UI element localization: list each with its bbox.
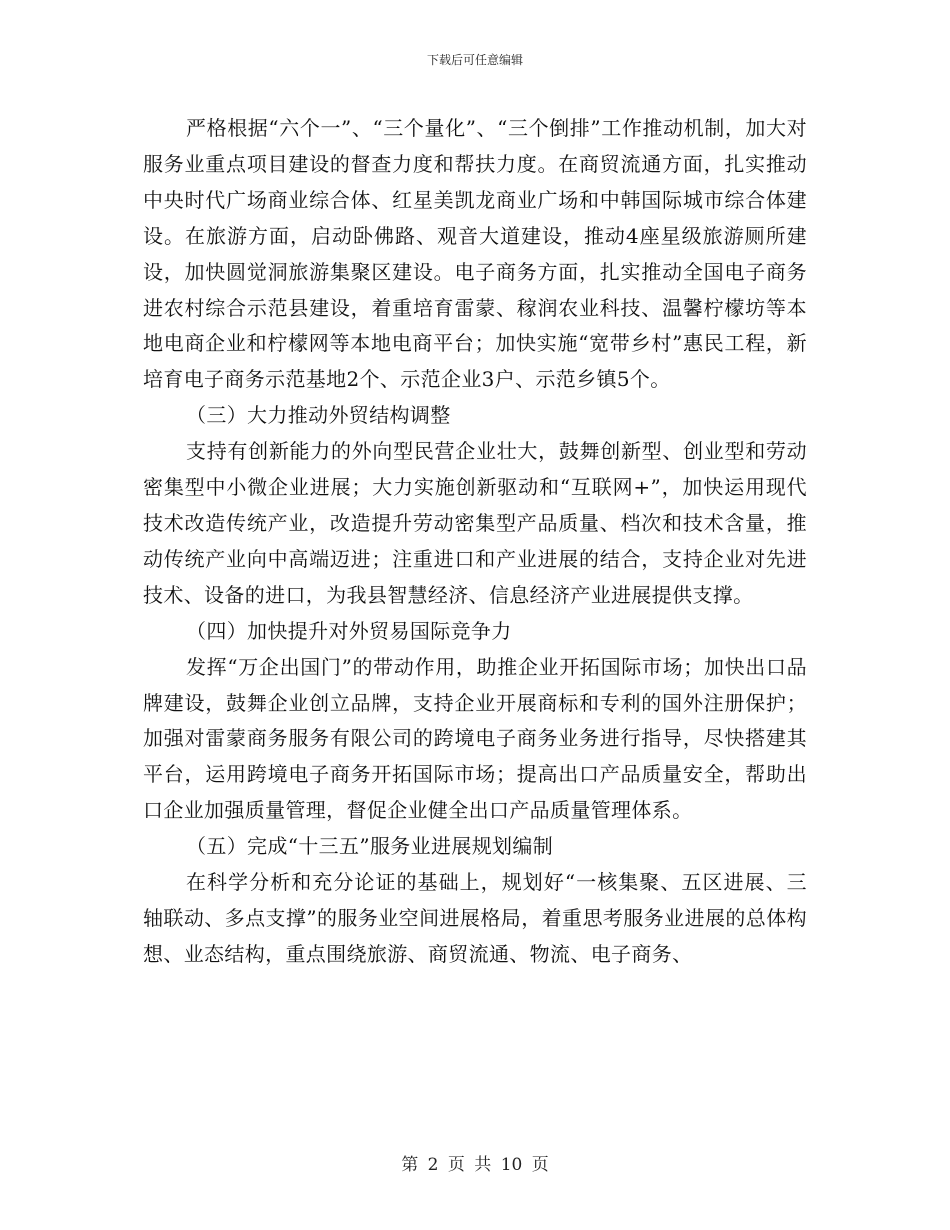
page-header: 下载后可任意编辑: [426, 53, 523, 67]
paragraph-trade-competitiveness: 发挥“万企出国门”的带动作用，助推企业开拓国际市场；加快出口品牌建设，鼓舞企业创立品牌，支持企业开展商标和专利的国外注册保护；加强对雷蒙商务服务有限公司的跨境电子商务业务进行指导，尽快搭建其平台，运用跨境电子商务开拓国际市场；提高出口产品质量安全，帮助出口企业加强质量管理，督促企业健全出口产品质量管理体系。: [143, 654, 807, 823]
document-body: [143, 111, 807, 973]
paragraph-project-supervision: 严格根据“六个一”、“三个量化”、“三个倒排”工作推动机制，加大对服务业重点项目建设的督查力度和帮扶力度。在商贸流通方面，扎实推动中央时代广场商业综合体、红星美凯龙商业广场和中韩国际城市综合体建设。在旅游方面，启动卧佛路、观音大道建设，推动4座星级旅游厕所建设，加快圆觉洞旅游集聚区建设。电子商务方面，扎实推动全国电子商务进农村综合示范县建设，着重培育雷蒙、稼润农业科技、温馨柠檬坊等本地电商企业和柠檬网等本地电商平台；加快实施“宽带乡村”惠民工程，新培育电子商务示范基地2个、示范企业3户、示范乡镇5个。: [143, 116, 807, 392]
section-heading-4: （四）加快提升对外贸易国际竞争力: [186, 618, 512, 643]
paragraph-service-planning: 在科学分析和充分论证的基础上，规划好“一核集聚、五区进展、三轴联动、多点支撑”的服务业空间进展格局，着重思考服务业进展的总体构想、业态结构，重点围绕旅游、商贸流通、物流、电子商务、: [143, 870, 807, 966]
page-number-footer: 第 2 页 共 10 页: [401, 1155, 549, 1175]
section-heading-5: （五）完成“十三五”服务业进展规划编制: [186, 834, 554, 859]
section-heading-3: （三）大力推动外贸结构调整: [186, 403, 451, 428]
paragraph-foreign-trade-structure: 支持有创新能力的外向型民营企业壮大，鼓舞创新型、创业型和劳动密集型中小微企业进展；大力实施创新驱动和“互联网+”，加快运用现代技术改造传统产业，改造提升劳动密集型产品质量、档次和技术含量，推动传统产业向中高端迈进；注重进口和产业进展的结合，支持企业对先进技术、设备的进口，为我县智慧经济、信息经济产业进展提供支撑。: [143, 439, 807, 607]
